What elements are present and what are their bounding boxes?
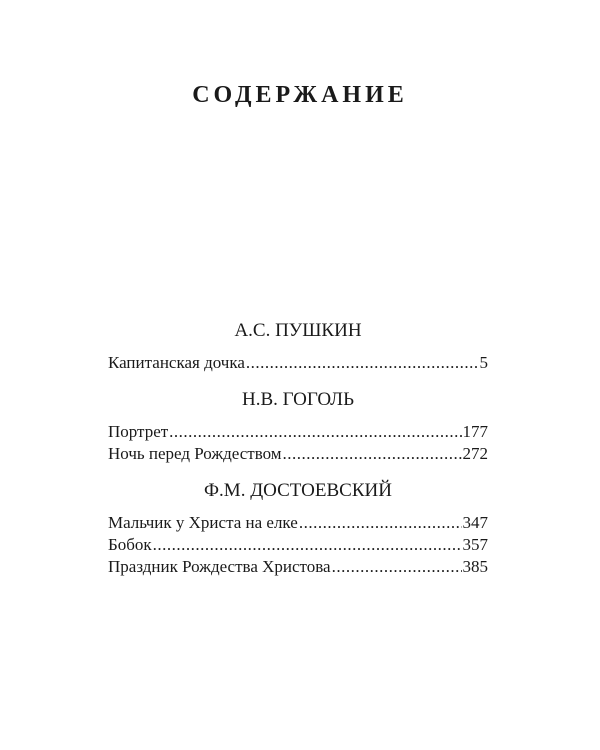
dot-leader xyxy=(299,512,462,534)
entry-page-number: 177 xyxy=(462,422,488,441)
entry-title: Бобок xyxy=(108,535,152,554)
entry-page-number: 357 xyxy=(462,535,488,554)
entry-title: Праздник Рождества Христова xyxy=(108,557,331,576)
toc-entry xyxy=(108,534,488,556)
page-title: СОДЕРЖАНИЕ xyxy=(192,82,408,108)
toc-entry xyxy=(108,556,488,578)
toc-section-pushkin xyxy=(108,318,488,374)
entry-page-number: 347 xyxy=(462,513,488,532)
section-entries xyxy=(108,512,488,578)
section-author: Ф.М. ДОСТОЕВСКИЙ xyxy=(204,480,392,501)
toc-entry xyxy=(108,512,488,534)
section-author: А.С. ПУШКИН xyxy=(234,320,362,341)
entry-page-number: 385 xyxy=(462,557,488,576)
dot-leader xyxy=(332,556,462,578)
toc-entry xyxy=(108,352,488,374)
entry-page-number: 272 xyxy=(462,444,488,463)
dot-leader xyxy=(169,421,461,443)
section-author: Н.В. ГОГОЛЬ xyxy=(242,389,354,410)
entry-title: Портрет xyxy=(108,422,169,441)
entry-title: Капитанская дочка xyxy=(108,353,245,372)
dot-leader xyxy=(283,443,462,465)
toc-section-dostoevsky xyxy=(108,478,488,578)
entry-title: Ночь перед Рождеством xyxy=(108,444,282,463)
section-entries xyxy=(108,352,488,374)
entry-page-number: 5 xyxy=(479,353,488,372)
toc-entry xyxy=(108,443,488,465)
toc-section-gogol xyxy=(108,387,488,465)
entry-title: Мальчик у Христа на елке xyxy=(108,513,298,532)
dot-leader xyxy=(153,534,462,556)
toc-entry xyxy=(108,421,488,443)
section-entries xyxy=(108,421,488,465)
dot-leader xyxy=(246,352,479,374)
table-of-contents xyxy=(108,318,488,591)
